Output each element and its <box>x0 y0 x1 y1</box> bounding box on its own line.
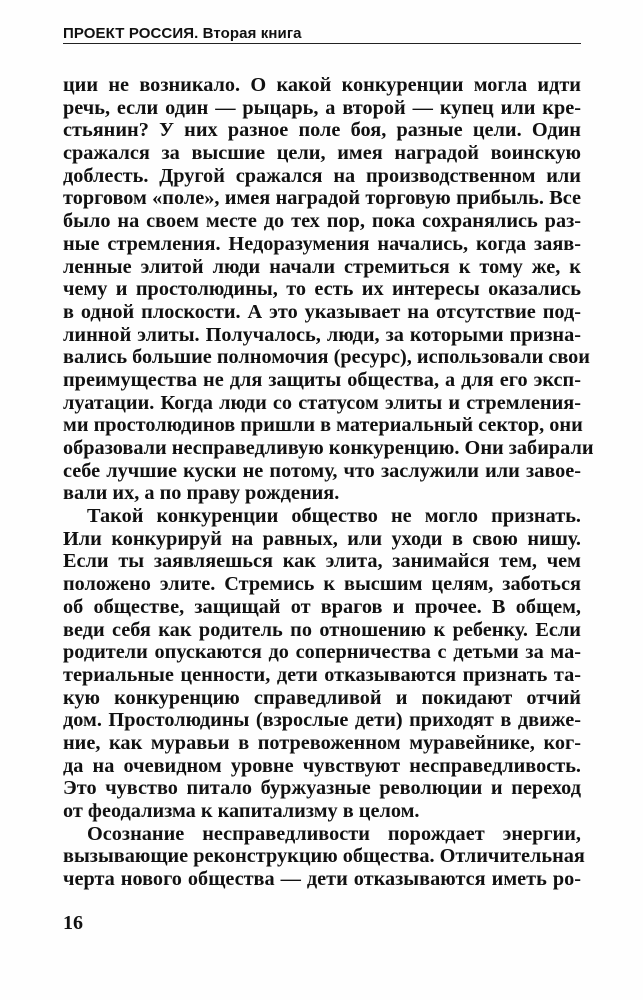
text-line: сражался за высшие цели, имея наградой воинскую <box>63 142 581 165</box>
text-line: от феодализма к капитализму в целом. <box>63 800 420 822</box>
text-line: ции не возникало. О какой конкуренции могла идти <box>63 74 581 96</box>
text-line: чему и простолюдины, то есть их интересы оказались <box>63 278 581 301</box>
text-line: торговом «поле», имея наградой торговую прибыль. Все <box>63 187 581 210</box>
body-text <box>63 74 594 891</box>
text-line: ленные элитой люди начали стремиться к тому же, к <box>63 255 581 278</box>
text-line: Такой конкуренции общество не могло признать. <box>87 505 581 528</box>
text-line: об обществе, защищай от врагов и прочее. В общем, <box>63 595 581 618</box>
text-line: кую конкуренцию справедливой и покидают отчий <box>63 686 581 709</box>
text-line: вали их, а по праву рождения. <box>63 482 340 505</box>
text-line: в одной плоскости. А это указывает на отсутствие под- <box>63 300 581 323</box>
text-line: териальные ценности, дети отказываются признать та- <box>63 663 581 686</box>
text-line: себе лучшие куски не потому, что заслужили или завое- <box>63 459 581 482</box>
text-line: положено элите. Стремись к высшим целям, заботься <box>63 573 581 596</box>
text-line: было на своем месте до тех пор, пока сохранялись раз- <box>63 210 581 233</box>
text-line: ние, как муравьи в потревоженном муравейнике, ког- <box>63 731 581 754</box>
text-line: вызывающие реконструкцию общества. Отличительная <box>63 845 585 868</box>
text-line: дом. Простолюдины (взрослые дети) приходят в движе- <box>63 709 581 732</box>
text-line: ми простолюдинов пришли в материальный сектор, они <box>63 414 583 437</box>
text-line: да на очевидном уровне чувствуют несправедливость. <box>63 754 581 777</box>
page-number: 16 <box>63 912 83 934</box>
text-line: стьянин? У них разное поле боя, разные цели. Один <box>63 119 581 142</box>
text-line: Это чувство питало буржуазные революции и переход <box>63 777 581 800</box>
running-header: ПРОЕКТ РОССИЯ. Вторая книга <box>63 26 581 44</box>
text-line: образовали несправедливую конкуренцию. Они забирали <box>63 437 594 459</box>
text-line: преимущества не для защиты общества, а для его эксп- <box>63 368 581 391</box>
text-line: доблесть. Другой сражался на производственном или <box>63 164 581 187</box>
text-line: Или конкурируй на равных, или уходи в свою нишу. <box>63 527 581 550</box>
text-line: черта нового общества — дети отказываются иметь ро- <box>63 868 581 891</box>
text-line: вались большие полномочия (ресурс), использовали свои <box>63 346 590 369</box>
text-line: ные стремления. Недоразумения начались, когда заяв- <box>63 232 581 255</box>
text-line: Если ты заявляешься как элита, занимайся тем, чем <box>63 550 581 573</box>
text-line: веди себя как родитель по отношению к ребенку. Если <box>63 618 581 641</box>
text-line: Осознание несправедливости порождает энергии, <box>87 822 581 845</box>
text-line: речь, если один — рыцарь, а второй — купец или кре- <box>63 96 581 119</box>
text-line: родители опускаются до соперничества с детьми за ма- <box>63 641 581 664</box>
text-line: луатации. Когда люди со статусом элиты и стремления- <box>63 391 581 414</box>
text-line: линной элиты. Получалось, люди, за которыми призна- <box>63 323 581 346</box>
